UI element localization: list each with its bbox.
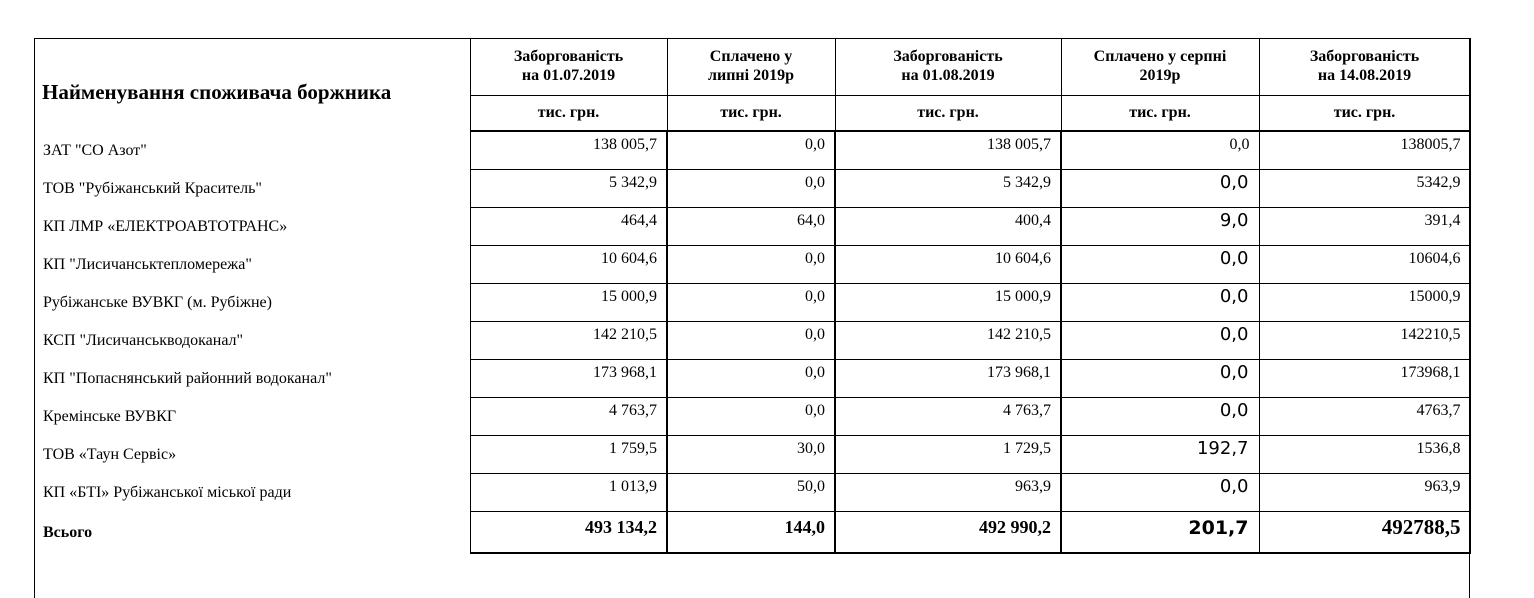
cell-debt-0108: 963,9	[835, 473, 1061, 511]
cell-paid-july: 0,0	[667, 131, 835, 169]
cell-debt-0107: 5 342,9	[470, 169, 667, 207]
total-label: Всього	[43, 524, 93, 541]
cell-debt-0108: 10 604,6	[835, 245, 1061, 283]
cell-debt-1408: 138005,7	[1259, 131, 1470, 169]
table-row	[34, 245, 1470, 283]
cell-paid-august: 0,0	[1061, 359, 1259, 397]
cell-debt-0107: 15 000,9	[470, 283, 667, 321]
header-line1: Заборгованість	[1309, 48, 1420, 66]
consumer-name: КП "Лисичанськтепломережа"	[43, 256, 252, 273]
cell-debt-0108: 4 763,7	[835, 397, 1061, 435]
cell-paid-august: 0,0	[1061, 321, 1259, 359]
unit-label: тис. грн.	[1061, 95, 1259, 131]
total-row	[34, 511, 1470, 553]
cell-debt-0108: 138 005,7	[835, 131, 1061, 169]
table-row	[34, 207, 1470, 245]
header-debt-0107	[470, 38, 667, 95]
total-debt-0107: 493 134,2	[470, 511, 667, 553]
header-paid-august	[1061, 38, 1259, 95]
table-row	[34, 169, 1470, 207]
cell-paid-august: 0,0	[1061, 397, 1259, 435]
cell-debt-0107: 1 013,9	[470, 473, 667, 511]
debt-table	[34, 38, 1471, 554]
cell-paid-july: 0,0	[667, 321, 835, 359]
header-line1: Сплачено у	[709, 48, 793, 66]
unit-label: тис. грн.	[835, 95, 1061, 131]
cell-debt-0108: 1 729,5	[835, 435, 1061, 473]
consumer-name: ТОВ "Рубіжанський Краситель"	[43, 180, 262, 197]
cell-debt-1408: 1536,8	[1259, 435, 1470, 473]
cell-paid-august: 0,0	[1061, 245, 1259, 283]
consumer-name: КП "Попаснянський районний водоканал"	[43, 370, 332, 387]
consumer-name: ЗАТ "СО Азот"	[43, 142, 147, 159]
header-consumer-name: Найменування споживача боржника	[42, 80, 392, 104]
consumer-name: КП ЛМР «ЕЛЕКТРОАВТОТРАНС»	[43, 218, 288, 235]
cell-debt-0107: 4 763,7	[470, 397, 667, 435]
cell-debt-1408: 15000,9	[1259, 283, 1470, 321]
cell-debt-0107: 10 604,6	[470, 245, 667, 283]
total-paid-july: 144,0	[667, 511, 835, 553]
cell-debt-1408: 5342,9	[1259, 169, 1470, 207]
table-row	[34, 131, 1470, 169]
cell-debt-0108: 400,4	[835, 207, 1061, 245]
table-row	[34, 397, 1470, 435]
total-debt-0108: 492 990,2	[835, 511, 1061, 553]
header-debt-1408	[1259, 38, 1470, 95]
total-paid-august: 201,7	[1061, 511, 1259, 553]
cell-paid-july: 50,0	[667, 473, 835, 511]
cell-debt-0107: 1 759,5	[470, 435, 667, 473]
cell-debt-0108: 142 210,5	[835, 321, 1061, 359]
cell-paid-july: 30,0	[667, 435, 835, 473]
cell-paid-august: 0,0	[1061, 283, 1259, 321]
cell-debt-1408: 173968,1	[1259, 359, 1470, 397]
header-line2: на 01.08.2019	[901, 67, 995, 85]
cell-debt-0107: 138 005,7	[470, 131, 667, 169]
cell-paid-july: 0,0	[667, 169, 835, 207]
cell-paid-july: 64,0	[667, 207, 835, 245]
header-line2: на 14.08.2019	[1317, 67, 1412, 85]
cell-paid-july: 0,0	[667, 245, 835, 283]
cell-paid-august: 0,0	[1061, 169, 1259, 207]
table-row	[34, 321, 1470, 359]
cell-debt-0107: 173 968,1	[470, 359, 667, 397]
cell-debt-0108: 15 000,9	[835, 283, 1061, 321]
cell-paid-august: 0,0	[1061, 131, 1259, 169]
header-paid-july	[667, 38, 835, 95]
cell-debt-0107: 142 210,5	[470, 321, 667, 359]
table-row	[34, 283, 1470, 321]
consumer-name: КСП "Лисичанськводоканал"	[43, 332, 244, 349]
cell-debt-1408: 391,4	[1259, 207, 1470, 245]
cell-paid-august: 192,7	[1061, 435, 1259, 473]
header-line1: Заборгованість	[513, 48, 624, 66]
cell-debt-1408: 4763,7	[1259, 397, 1470, 435]
cell-paid-july: 0,0	[667, 397, 835, 435]
unit-label: тис. грн.	[1259, 95, 1470, 131]
header-line1: Сплачено у серпні	[1093, 48, 1227, 66]
table-row	[34, 473, 1470, 511]
cell-debt-0107: 464,4	[470, 207, 667, 245]
header-line1: Заборгованість	[893, 48, 1003, 66]
cell-debt-1408: 142210,5	[1259, 321, 1470, 359]
consumer-name: Рубіжанське ВУВКГ (м. Рубіжне)	[43, 294, 272, 311]
consumer-name: ТОВ «Таун Сервіс»	[43, 446, 177, 463]
table-row	[34, 359, 1470, 397]
cell-paid-july: 0,0	[667, 283, 835, 321]
consumer-name: КП «БТІ» Рубіжанської міської ради	[43, 484, 292, 501]
header-line2: на 01.07.2019	[521, 67, 616, 85]
header-line2: липні 2019р	[708, 67, 794, 85]
cell-debt-0108: 5 342,9	[835, 169, 1061, 207]
unit-label: тис. грн.	[667, 95, 835, 131]
cell-debt-1408: 963,9	[1259, 473, 1470, 511]
cell-debt-1408: 10604,6	[1259, 245, 1470, 283]
header-debt-0108	[835, 38, 1061, 95]
consumer-name: Кремінське ВУВКГ	[43, 408, 177, 425]
table-row	[34, 435, 1470, 473]
header-line2: 2019р	[1139, 67, 1181, 85]
cell-paid-july: 0,0	[667, 359, 835, 397]
unit-label: тис. грн.	[470, 95, 667, 131]
cell-paid-august: 9,0	[1061, 207, 1259, 245]
cell-debt-0108: 173 968,1	[835, 359, 1061, 397]
cell-paid-august: 0,0	[1061, 473, 1259, 511]
total-debt-1408: 492788,5	[1259, 511, 1470, 553]
